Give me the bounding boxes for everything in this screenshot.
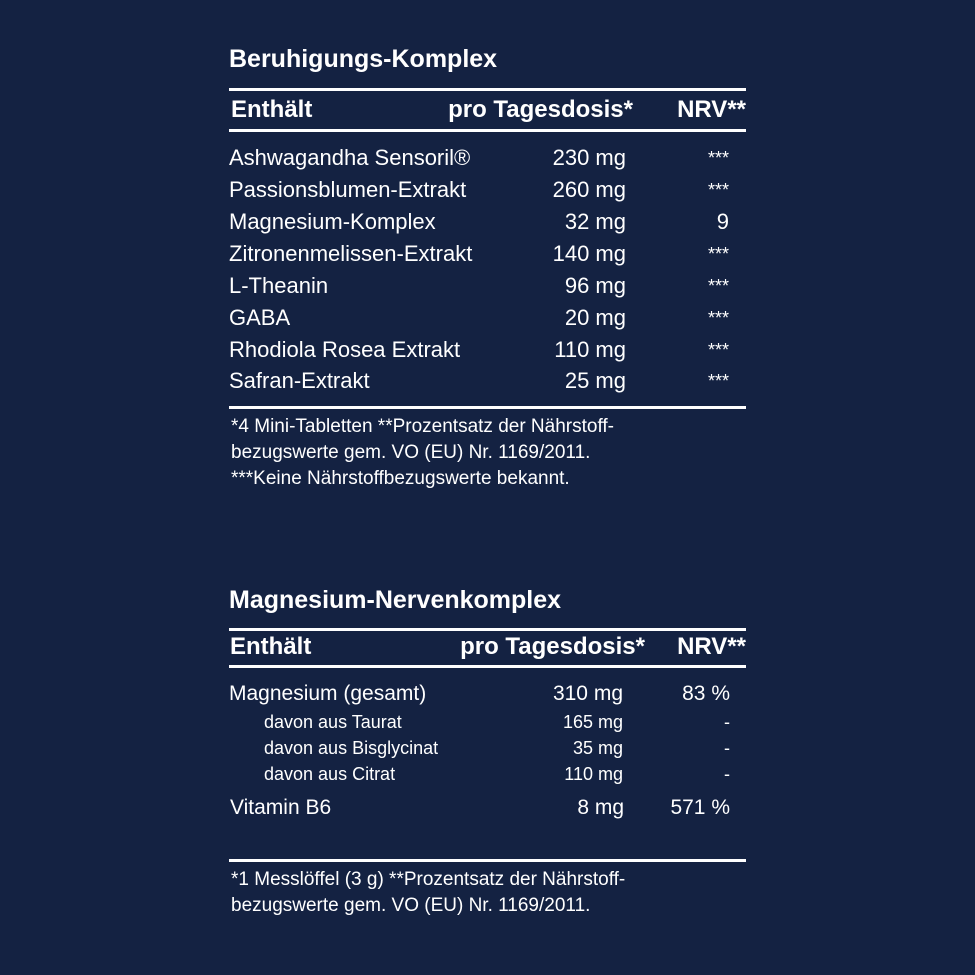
header-contains: Enthält: [231, 96, 313, 123]
ingredient-name: davon aus Bisglycinat: [264, 738, 439, 758]
ingredient-nrv: ***: [707, 340, 729, 360]
ingredient-nrv: ***: [707, 308, 729, 328]
ingredient-name: Magnesium-Komplex: [229, 209, 436, 234]
header-daily-dose: pro Tagesdosis*: [448, 96, 633, 123]
ingredient-amount: 8 mg: [577, 796, 624, 819]
header-nrv: NRV**: [677, 96, 746, 123]
ingredient-nrv: -: [724, 712, 730, 732]
table-header: [229, 91, 746, 129]
ingredient-name: Rhodiola Rosea Extrakt: [229, 337, 461, 362]
ingredient-amount: 165 mg: [562, 712, 623, 732]
ingredient-name: Passionsblumen-Extrakt: [229, 177, 467, 202]
ingredient-name: davon aus Citrat: [264, 764, 396, 784]
ingredient-nrv: -: [724, 764, 730, 784]
panel-title: Beruhigungs-Komplex: [229, 45, 498, 73]
footnote-line: ***Keine Nährstoffbezugswerte bekannt.: [231, 468, 570, 489]
beruhigungs-komplex-panel: [229, 44, 746, 492]
header-nrv: NRV**: [677, 633, 746, 660]
magnesium-nervenkomplex-panel: [229, 585, 746, 919]
ingredient-name: GABA: [229, 305, 291, 330]
ingredient-table: [229, 132, 746, 394]
ingredient-name: Ashwagandha Sensoril®: [229, 145, 471, 170]
header-contains: Enthält: [230, 633, 312, 660]
ingredient-name: davon aus Taurat: [264, 712, 402, 732]
ingredient-nrv: ***: [707, 180, 729, 200]
panel-title: Magnesium-Nervenkomplex: [229, 586, 562, 614]
ingredient-name: Safran-Extrakt: [229, 368, 370, 393]
footnote-line: *4 Mini-Tabletten **Prozentsatz der Nährstoff-: [231, 416, 614, 437]
ingredient-nrv: -: [724, 738, 730, 758]
ingredient-name: L-Theanin: [229, 273, 329, 298]
header-daily-dose: pro Tagesdosis*: [460, 633, 645, 660]
ingredient-nrv: ***: [707, 371, 729, 391]
footnote-line: *1 Messlöffel (3 g) **Prozentsatz der Nährstoff-: [231, 869, 626, 890]
ingredient-nrv: ***: [707, 244, 729, 264]
ingredient-table: [229, 668, 746, 848]
ingredient-amount: 20 mg: [564, 305, 626, 330]
table-header: [229, 631, 746, 665]
footnote-line: bezugswerte gem. VO (EU) Nr. 1169/2011.: [231, 442, 591, 463]
footnote: [229, 862, 746, 919]
ingredient-amount: 140 mg: [552, 241, 626, 266]
ingredient-nrv: ***: [707, 276, 729, 296]
ingredient-amount: 35 mg: [572, 738, 623, 758]
footnote-line: bezugswerte gem. VO (EU) Nr. 1169/2011.: [231, 895, 591, 916]
ingredient-name: Vitamin B6: [230, 796, 332, 819]
ingredient-amount: 110 mg: [554, 337, 626, 362]
ingredient-amount: 96 mg: [564, 273, 626, 298]
ingredient-amount: 230 mg: [552, 145, 626, 170]
ingredient-nrv: ***: [707, 148, 729, 168]
footnote: [229, 409, 746, 492]
ingredient-amount: 260 mg: [552, 177, 626, 202]
ingredient-nrv: 571 %: [670, 796, 730, 819]
ingredient-nrv: 9: [716, 209, 729, 234]
ingredient-amount: 310 mg: [552, 682, 623, 705]
ingredient-nrv: 83 %: [682, 682, 730, 705]
ingredient-amount: 110 mg: [564, 764, 623, 784]
ingredient-name: Zitronenmelissen-Extrakt: [229, 241, 473, 266]
ingredient-amount: 32 mg: [564, 209, 626, 234]
ingredient-name: Magnesium (gesamt): [229, 682, 427, 705]
ingredient-amount: 25 mg: [564, 368, 626, 393]
